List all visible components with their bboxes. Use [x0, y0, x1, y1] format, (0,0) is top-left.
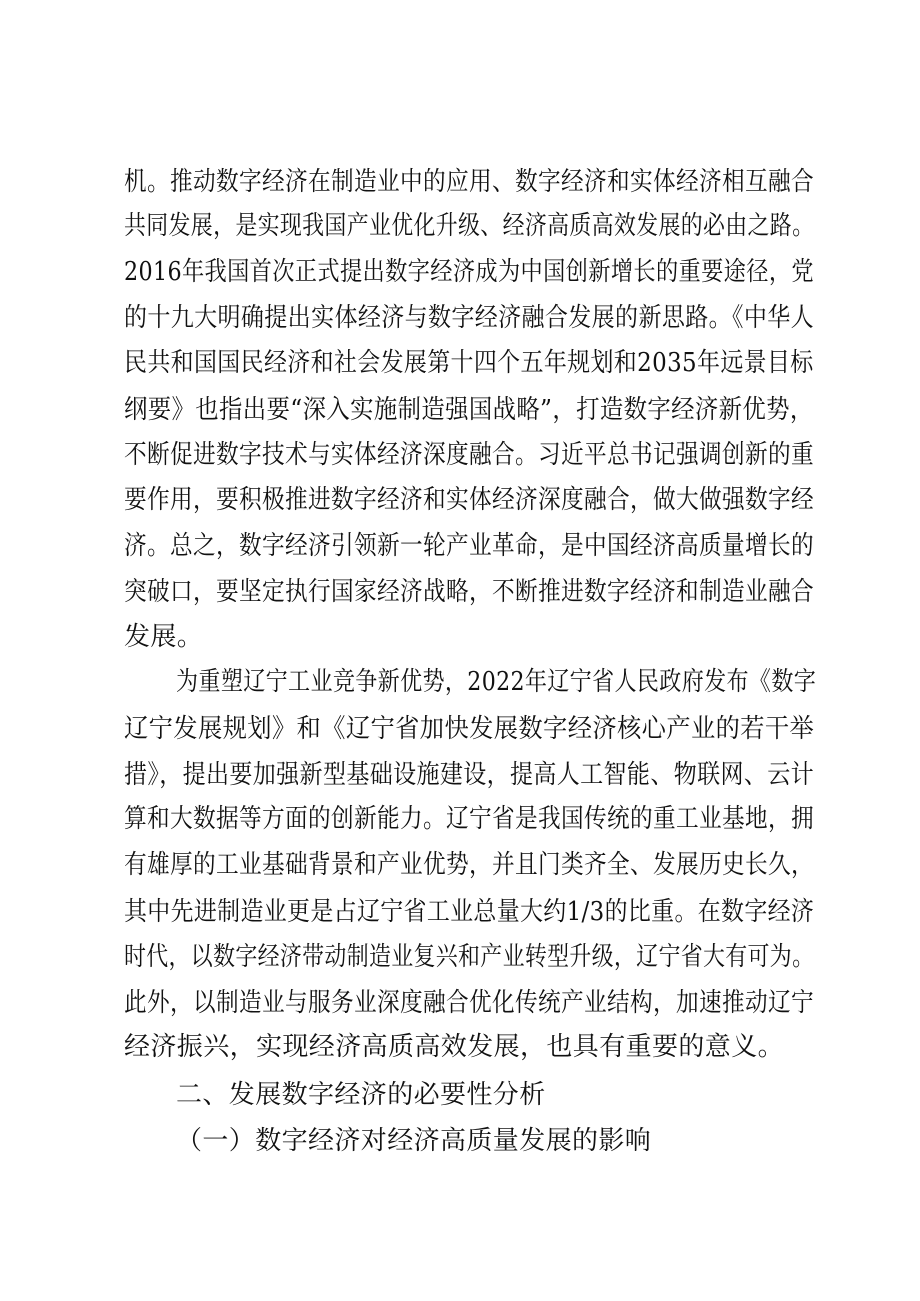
paragraph-2-line-2: 辽宁发展规划》和《辽宁省加快发展数字经济核心产业的若干举: [124, 714, 815, 744]
paragraph-1-line-5: 民共和国国民经济和社会发展第十四个五年规划和2035年远景目标: [124, 348, 814, 378]
paragraph-1-line-8: 要作用，要积极推进数字经济和实体经济深度融合，做大做强数字经: [124, 485, 815, 515]
paragraph-1-line-10: 突破口，要坚定执行国家经济战略，不断推进数字经济和制造业融合: [124, 577, 815, 607]
paragraph-2-line-1: 为重塑辽宁工业竞争新优势，2022年辽宁省人民政府发布《数字: [176, 667, 817, 697]
paragraph-1-line-2: 共同发展，是实现我国产业优化升级、经济高质高效发展的必由之路。: [124, 211, 815, 241]
subsection-heading: （一）数字经济对经济高质量发展的影响: [176, 1126, 652, 1156]
paragraph-2-line-9: 经济振兴，实现经济高质高效发展，也具有重要的意义。: [124, 1032, 785, 1062]
paragraph-2-line-6: 其中先进制造业更是占辽宁省工业总量大约1/3的比重。在数字经济: [124, 897, 815, 927]
paragraph-1-line-9: 济。总之，数字经济引领新一轮产业革命，是中国经济高质量增长的: [124, 531, 815, 561]
paragraph-1-line-4: 的十九大明确提出实体经济与数字经济融合发展的新思路。《中华人: [124, 303, 815, 333]
paragraph-1-line-1: 机。推动数字经济在制造业中的应用、数字经济和实体经济相互融合: [124, 167, 815, 197]
paragraph-2-line-5: 有雄厚的工业基础背景和产业优势，并且门类齐全、发展历史长久，: [124, 850, 815, 880]
section-heading: 二、发展数字经济的必要性分析: [176, 1080, 546, 1110]
paragraph-1-line-11: 发展。: [124, 622, 204, 652]
paragraph-2-line-3: 措》，提出要加强新型基础设施建设，提高人工智能、物联网、云计: [124, 760, 815, 790]
paragraph-2-line-7: 时代，以数字经济带动制造业复兴和产业转型升级，辽宁省大有可为。: [124, 942, 815, 972]
paragraph-2-line-4: 算和大数据等方面的创新能力。辽宁省是我国传统的重工业基地，拥: [124, 804, 815, 834]
paragraph-1-line-7: 不断促进数字技术与实体经济深度融合。习近平总书记强调创新的重: [124, 440, 815, 470]
paragraph-1-line-3: 2016年我国首次正式提出数字经济成为中国创新增长的重要途径，党: [124, 257, 814, 287]
paragraph-2-line-8: 此外，以制造业与服务业深度融合优化传统产业结构，加速推动辽宁: [124, 988, 815, 1018]
paragraph-1-line-6: 纲要》也指出要“深入实施制造强国战略”，打造数字经济新优势，: [124, 395, 814, 425]
